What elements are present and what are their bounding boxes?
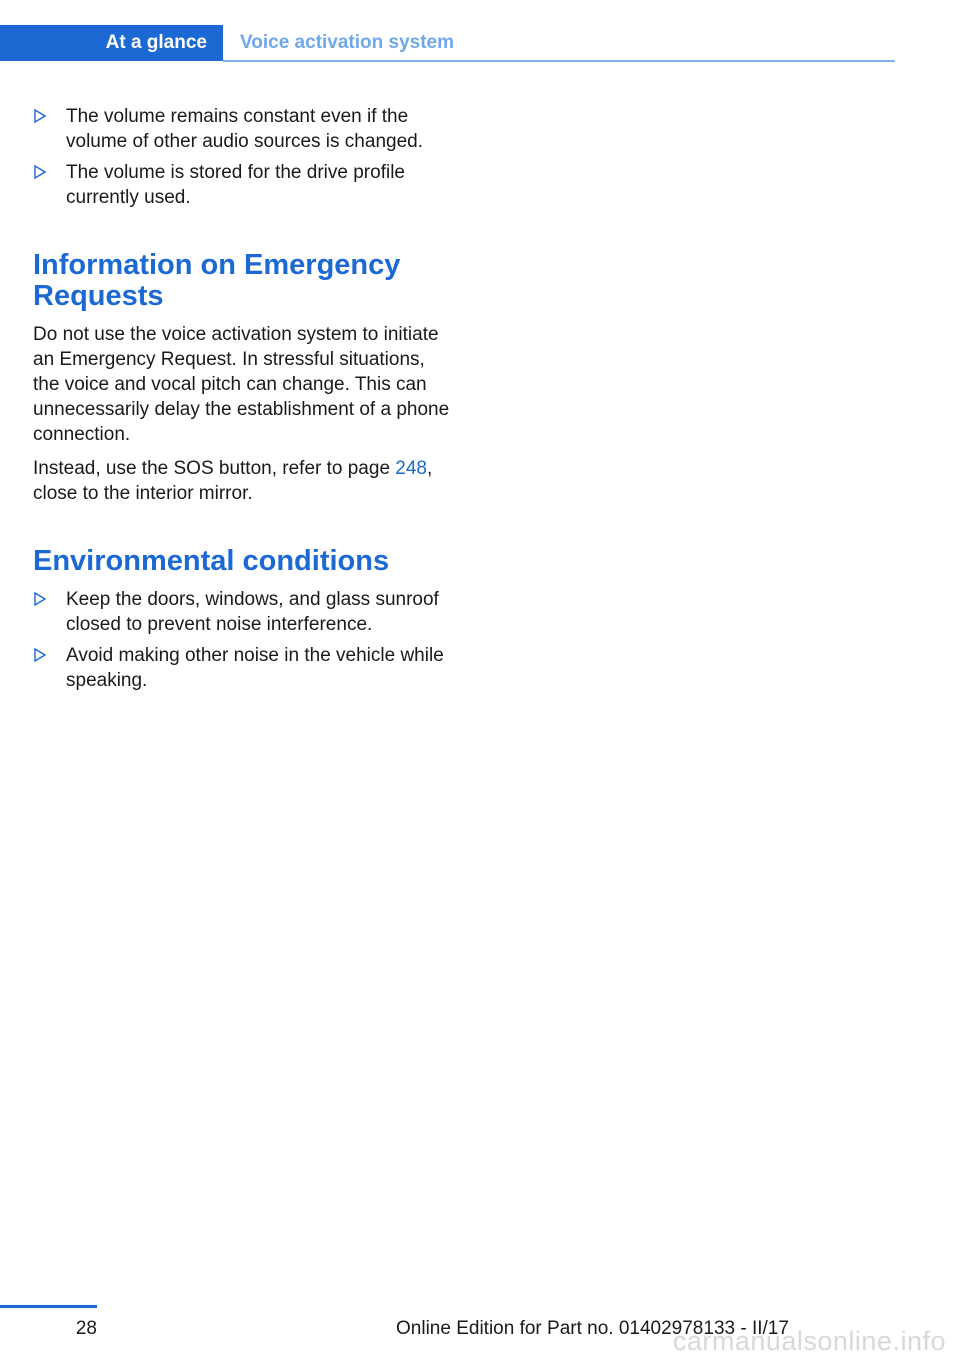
list-item <box>33 160 453 210</box>
page-header <box>0 25 895 62</box>
bullet-text: The volume is stored for the drive profile currently used. <box>66 162 405 208</box>
list-item <box>33 643 453 693</box>
environment-heading: Environmental conditions <box>33 545 390 577</box>
topic-title: Voice activation system <box>240 32 455 53</box>
bullet-text: Keep the doors, windows, and glass sunroof closed to prevent noise interference. <box>66 589 439 635</box>
footer-divider <box>0 1305 97 1308</box>
bullet-text: Avoid making other noise in the vehicle while speaking. <box>66 645 444 691</box>
environment-bullet-list <box>33 587 453 693</box>
watermark: carmanualsonline.info <box>672 1326 946 1356</box>
triangle-right-outline-icon <box>33 589 47 609</box>
section-tab[interactable]: At a glance <box>0 25 223 61</box>
triangle-right-outline-icon <box>33 162 47 182</box>
list-item <box>33 587 453 637</box>
sos-text-end: , close to the interior mirror. <box>33 458 433 504</box>
triangle-right-outline-icon <box>33 645 47 665</box>
emergency-heading: Information on Emergency Requests <box>33 249 401 312</box>
header-divider <box>223 60 895 62</box>
intro-bullet-list <box>33 104 453 210</box>
page-reference-link[interactable]: 248 <box>395 458 427 479</box>
sos-text: Instead, use the SOS button, refer to page <box>33 458 396 479</box>
page-number: 28 <box>75 1318 97 1339</box>
sos-paragraph <box>33 456 453 506</box>
emergency-paragraph: Do not use the voice activation system to initiate an Emergency Request. In stressful situations, the voice and vocal pitch can change. This can unnecessarily delay the establishment of a phone connection. <box>33 324 450 445</box>
content-column <box>33 104 453 699</box>
list-item <box>33 104 453 154</box>
edition-note: Online Edition for Part no. 01402978133 - II/17 <box>396 1318 789 1339</box>
bullet-text: The volume remains constant even if the volume of other audio sources is changed. <box>66 106 423 152</box>
triangle-right-outline-icon <box>33 106 47 126</box>
